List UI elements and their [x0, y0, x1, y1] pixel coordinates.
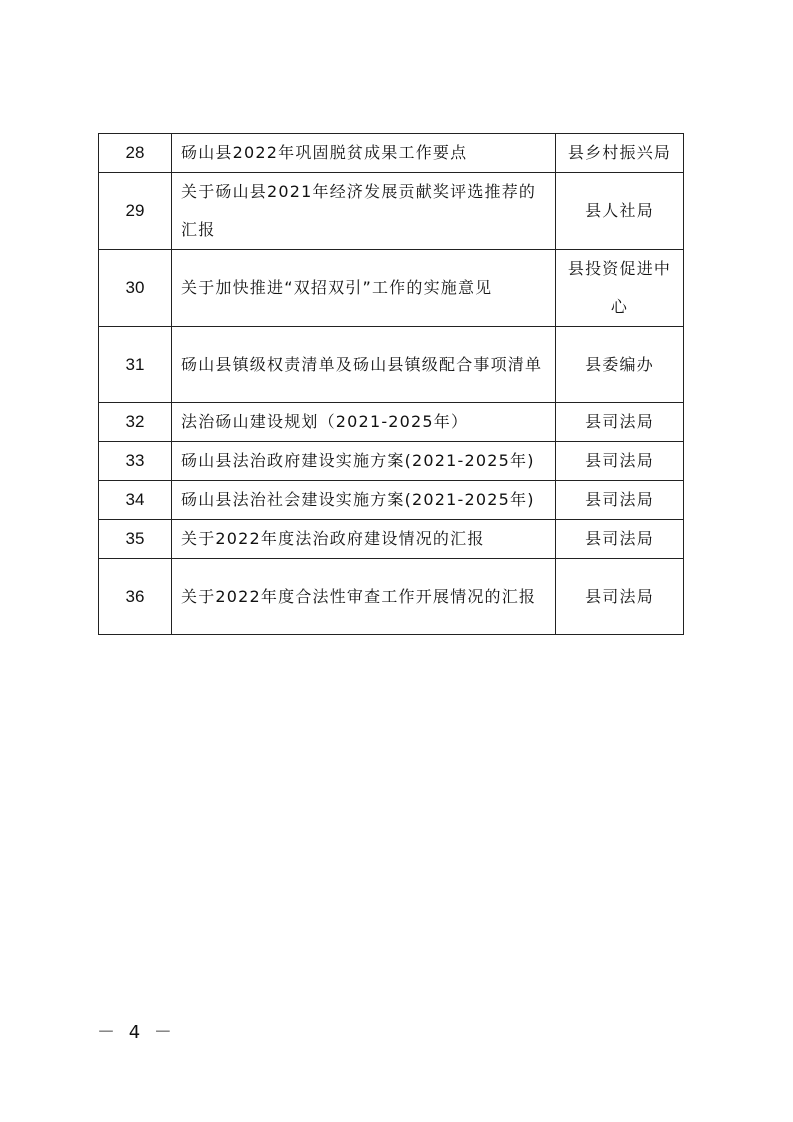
document-title-cell: 砀山县法治社会建设实施方案(2021-2025年)	[172, 481, 556, 520]
table-row	[99, 442, 684, 481]
department-cell: 县人社局	[556, 173, 684, 250]
row-number: 29	[99, 173, 172, 250]
row-number: 32	[99, 403, 172, 442]
department-cell: 县投资促进中心	[556, 250, 684, 327]
department-cell: 县司法局	[556, 520, 684, 559]
document-title-cell: 砀山县法治政府建设实施方案(2021-2025年)	[172, 442, 556, 481]
row-number: 28	[99, 134, 172, 173]
page-number: － 4 －	[97, 1022, 176, 1043]
row-number: 36	[99, 559, 172, 635]
department-cell: 县司法局	[556, 442, 684, 481]
department-cell: 县委编办	[556, 327, 684, 403]
department-cell: 县司法局	[556, 481, 684, 520]
table-row	[99, 403, 684, 442]
document-title-cell: 砀山县2022年巩固脱贫成果工作要点	[172, 134, 556, 173]
row-number: 33	[99, 442, 172, 481]
document-title-cell: 砀山县镇级权责清单及砀山县镇级配合事项清单	[172, 327, 556, 403]
department-cell: 县乡村振兴局	[556, 134, 684, 173]
table-row	[99, 520, 684, 559]
department-cell: 县司法局	[556, 559, 684, 635]
document-title-cell: 关于2022年度合法性审查工作开展情况的汇报	[172, 559, 556, 635]
table-row	[99, 250, 684, 327]
table-row	[99, 134, 684, 173]
table-row	[99, 327, 684, 403]
department-cell: 县司法局	[556, 403, 684, 442]
document-table	[98, 133, 684, 635]
row-number: 34	[99, 481, 172, 520]
row-number: 35	[99, 520, 172, 559]
row-number: 31	[99, 327, 172, 403]
document-title-cell: 关于2022年度法治政府建设情况的汇报	[172, 520, 556, 559]
table-row	[99, 481, 684, 520]
document-title-cell: 关于加快推进“双招双引”工作的实施意见	[172, 250, 556, 327]
table-row	[99, 173, 684, 250]
row-number: 30	[99, 250, 172, 327]
document-title-cell: 关于砀山县2021年经济发展贡献奖评选推荐的汇报	[172, 173, 556, 250]
table-row	[99, 559, 684, 635]
document-title-cell: 法治砀山建设规划（2021-2025年）	[172, 403, 556, 442]
